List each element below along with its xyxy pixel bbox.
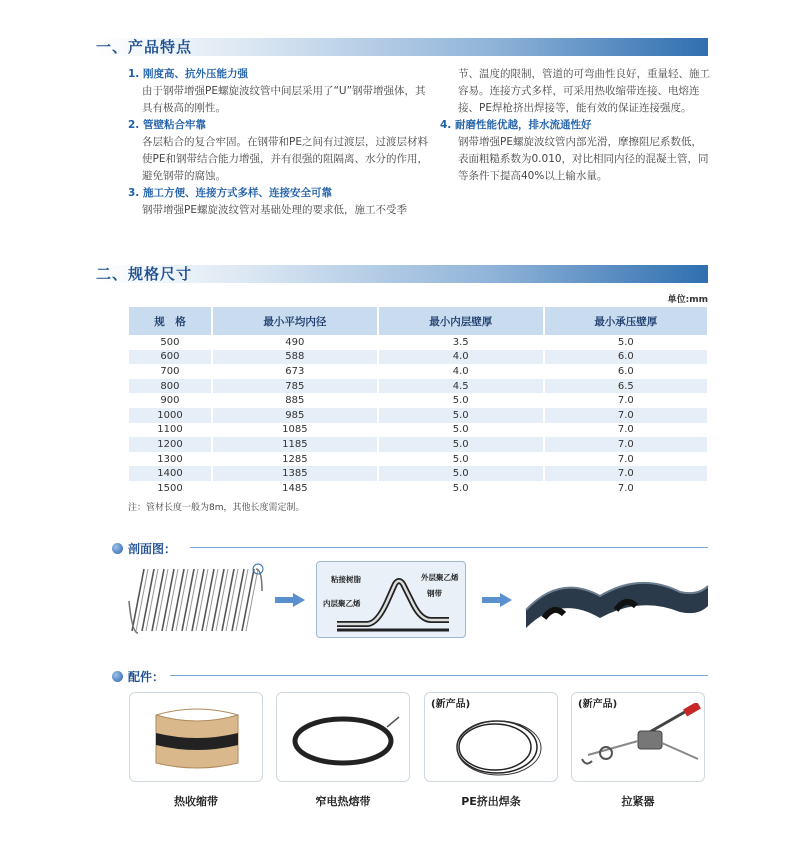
accessory-electrofusion-band-label: 窄电热熔带 — [315, 795, 371, 808]
table-cell: 5.0 — [378, 423, 544, 438]
table-cell: 4.5 — [378, 379, 544, 394]
table-row — [129, 393, 707, 408]
table-cell: 1485 — [212, 481, 378, 496]
table-cell: 885 — [212, 393, 378, 408]
spec-header-row — [129, 307, 707, 335]
table-row — [129, 350, 707, 365]
accessories-title-text: 配件： — [128, 670, 165, 684]
table-cell: 7.0 — [544, 466, 707, 481]
col-inner-diameter: 最小平均内径 — [212, 307, 378, 335]
table-cell: 1185 — [212, 437, 378, 452]
table-cell: 7.0 — [544, 393, 707, 408]
table-cell: 7.0 — [544, 423, 707, 438]
profile-title — [112, 540, 176, 557]
table-cell: 800 — [129, 379, 212, 394]
table-cell: 7.0 — [544, 437, 707, 452]
feature-1-body: 由于钢带增强PE螺旋波纹管中间层采用了“U”钢带增强体，其具有极高的刚性。 — [142, 85, 426, 114]
table-cell: 785 — [212, 379, 378, 394]
electrofusion-band-image — [287, 703, 401, 775]
table-cell: 900 — [129, 393, 212, 408]
table-row — [129, 437, 707, 452]
label-inner-pe: 内层聚乙烯 — [323, 599, 361, 608]
table-cell: 1385 — [212, 466, 378, 481]
feature-2-head: 2. 管壁粘合牢靠 — [128, 119, 206, 131]
profile-title-text: 剖面图： — [128, 542, 177, 556]
accessory-tensioner-label: 拉紧器 — [621, 795, 655, 808]
table-cell: 1400 — [129, 466, 212, 481]
table-cell: 1285 — [212, 452, 378, 467]
table-cell: 7.0 — [544, 408, 707, 423]
col-spec: 规 格 — [129, 307, 212, 335]
accessory-tensioner — [571, 692, 705, 782]
table-cell: 6.0 — [544, 364, 707, 379]
accessory-pe-rod — [424, 692, 558, 782]
table-cell: 6.0 — [544, 350, 707, 365]
label-steel: 钢带 — [427, 589, 442, 598]
table-cell: 5.0 — [378, 481, 544, 496]
table-cell: 1300 — [129, 452, 212, 467]
accessory-pe-rod-label: PE挤出焊条 — [461, 795, 521, 808]
table-row — [129, 481, 707, 496]
profile-divider — [190, 547, 708, 548]
table-cell: 588 — [212, 350, 378, 365]
table-cell: 1500 — [129, 481, 212, 496]
table-cell: 5.0 — [378, 437, 544, 452]
table-row — [129, 408, 707, 423]
table-cell: 490 — [212, 335, 378, 350]
table-cell: 5.0 — [378, 393, 544, 408]
table-cell: 1100 — [129, 423, 212, 438]
profile-diagram — [316, 561, 466, 638]
label-adhesive: 粘接树脂 — [331, 575, 361, 584]
arrow-right-icon — [275, 593, 305, 607]
table-cell: 600 — [129, 350, 212, 365]
table-row — [129, 466, 707, 481]
bullet-icon — [112, 543, 123, 554]
features-left — [128, 66, 428, 219]
bullet-icon-2 — [112, 671, 123, 682]
accessories-divider — [170, 675, 708, 676]
table-row — [129, 423, 707, 438]
accessory-electrofusion-band — [276, 692, 410, 782]
section2-title: 二、规格尺寸 — [96, 265, 193, 283]
feature-2-body: 各层粘合的复合牢固。在钢带和PE之间有过渡层，过渡层材料使PE和钢带结合能力增强，并有很强的阻隔离、水分的作用，避免钢带的腐蚀。 — [142, 136, 428, 182]
new-product-tag: (新产品) — [431, 699, 471, 710]
unit-value: mm — [689, 295, 708, 305]
unit-prefix: 单位: — [667, 295, 690, 305]
spec-table — [129, 307, 707, 496]
table-cell: 4.0 — [378, 350, 544, 365]
table-cell: 7.0 — [544, 452, 707, 467]
section1-title: 一、产品特点 — [96, 38, 193, 56]
table-row — [129, 335, 707, 350]
feature-1-head: 1. 刚度高、抗外压能力强 — [128, 68, 248, 80]
table-cell: 4.0 — [378, 364, 544, 379]
accessory-heat-shrink — [129, 692, 263, 782]
table-cell: 5.0 — [378, 408, 544, 423]
table-row — [129, 364, 707, 379]
pe-welding-rod-image — [445, 707, 545, 779]
table-cell: 5.0 — [378, 466, 544, 481]
new-product-tag-2: (新产品) — [578, 699, 618, 710]
feature-4-body: 钢带增强PE螺旋波纹管内部光滑，摩擦阻尼系数低，表面粗糙系数为0.010，对比相同内径的混凝土管，同等条件下提高40%以上输水量。 — [458, 136, 709, 182]
spec-note: 注：管材长度一般为8m，其他长度需定制。 — [128, 503, 305, 513]
col-inner-wall: 最小内层壁厚 — [378, 307, 544, 335]
table-row — [129, 379, 707, 394]
table-cell: 7.0 — [544, 481, 707, 496]
label-outer-pe: 外层聚乙烯 — [421, 573, 459, 582]
table-cell: 5.0 — [544, 335, 707, 350]
table-cell: 500 — [129, 335, 212, 350]
feature-3-body-cont: 节、温度的限制，管道的可弯曲性良好，重量轻、施工容易。连接方式多样，可采用热收缩带连接、电熔连接、PE焊枪挤出焊接等，能有效的保证连接强度。 — [458, 68, 710, 114]
table-cell: 673 — [212, 364, 378, 379]
features-right — [440, 66, 710, 185]
table-row — [129, 452, 707, 467]
table-cell: 3.5 — [378, 335, 544, 350]
accessory-heat-shrink-label: 热收缩带 — [174, 795, 218, 808]
table-cell: 5.0 — [378, 452, 544, 467]
spec-table-body — [129, 335, 707, 496]
table-cell: 1085 — [212, 423, 378, 438]
table-cell: 1200 — [129, 437, 212, 452]
table-cell: 700 — [129, 364, 212, 379]
feature-4-head: 4. 耐磨性能优越，排水流通性好 — [440, 119, 592, 131]
corrugated-pipe-image — [126, 561, 266, 639]
heat-shrink-band-image — [144, 703, 250, 775]
unit-label — [668, 292, 708, 305]
arrow-right-icon-2 — [482, 593, 512, 607]
tensioner-image — [578, 703, 702, 779]
accessories-title — [112, 668, 164, 685]
feature-3-head: 3. 施工方便、连接方式多样、连接安全可靠 — [128, 187, 332, 199]
pipe-wall-section-image — [520, 566, 712, 634]
feature-3-body: 钢带增强PE螺旋波纹管对基础处理的要求低，施工不受季 — [142, 204, 407, 216]
table-cell: 1000 — [129, 408, 212, 423]
table-cell: 6.5 — [544, 379, 707, 394]
table-cell: 985 — [212, 408, 378, 423]
col-pressure-wall: 最小承压壁厚 — [544, 307, 707, 335]
